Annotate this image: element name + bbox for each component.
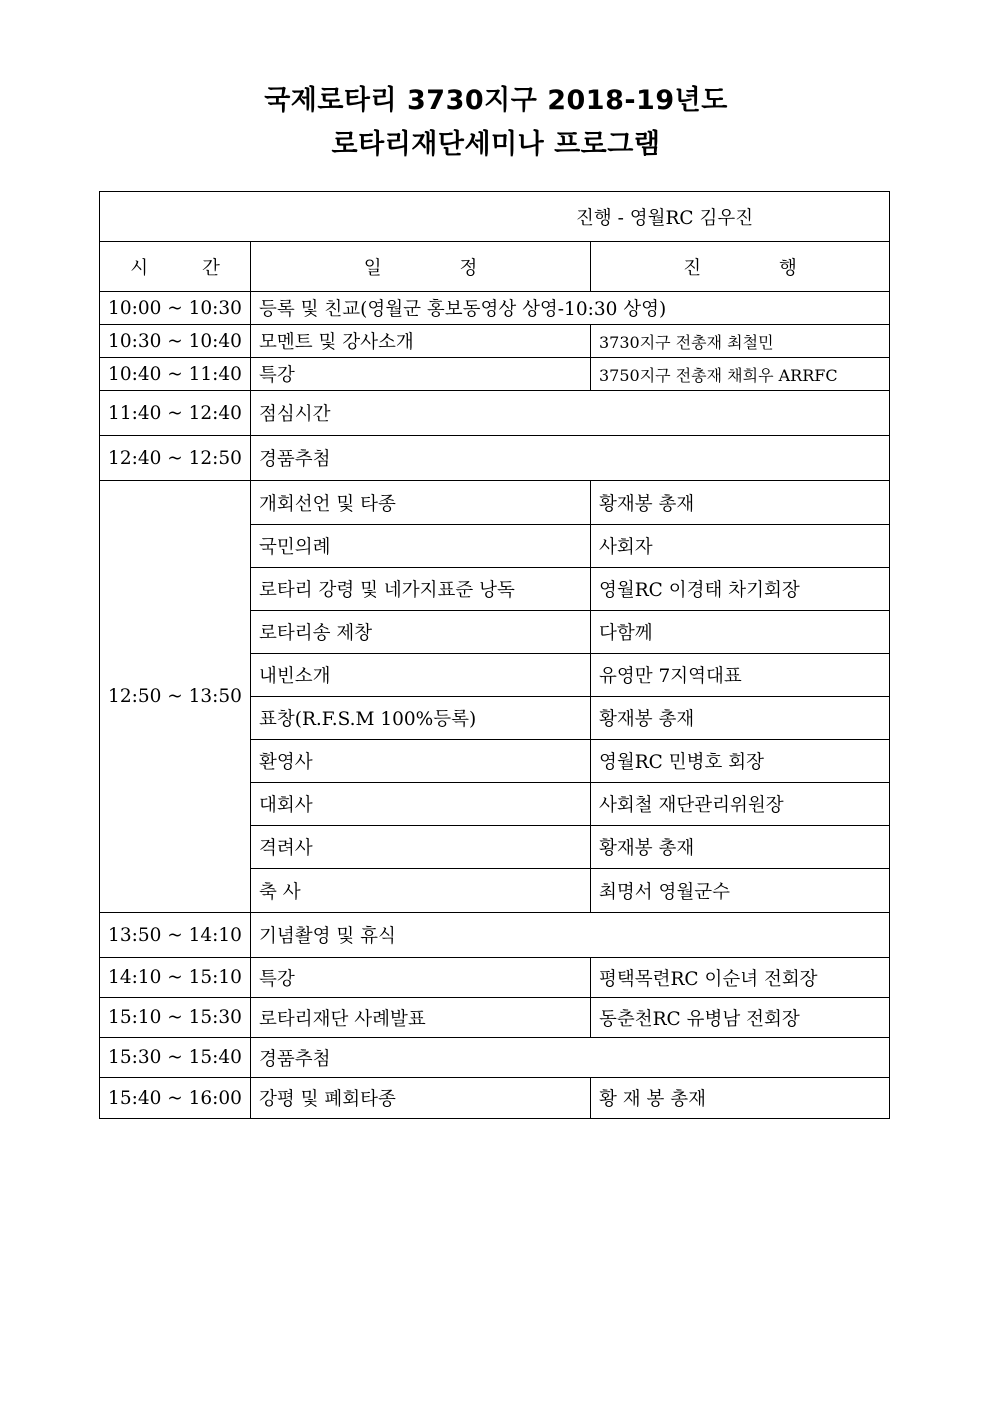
program-table xyxy=(99,191,890,1119)
event-cell: 특강 xyxy=(251,358,591,391)
presenter-cell: 영월RC 이경태 차기회장 xyxy=(591,568,890,611)
event-cell: 로타리송 제창 xyxy=(251,611,591,654)
time-cell: 15:40 ~ 16:00 xyxy=(100,1078,251,1119)
presenter-cell: 황 재 봉 총재 xyxy=(591,1078,890,1119)
presenter-cell: 평택목련RC 이순녀 전회장 xyxy=(591,958,890,998)
header-row xyxy=(100,242,890,292)
time-cell: 10:40 ~ 11:40 xyxy=(100,358,251,391)
time-cell: 15:30 ~ 15:40 xyxy=(100,1038,251,1078)
table-row xyxy=(100,913,890,958)
moderator-text: 진행 - 영월RC 김우진 xyxy=(576,207,754,229)
presenter-cell: 황재봉 총재 xyxy=(591,826,890,869)
ceremony-row xyxy=(100,481,890,525)
event-cell: 환영사 xyxy=(251,740,591,783)
presenter-cell: 3750지구 전총재 채희우 ARRFC xyxy=(591,358,890,391)
time-cell: 13:50 ~ 14:10 xyxy=(100,913,251,958)
document-title: 국제로타리 3730지구 2018-19년도 xyxy=(264,85,728,116)
table-row xyxy=(100,1078,890,1119)
table-row xyxy=(100,436,890,481)
event-cell: 축 사 xyxy=(251,869,591,913)
time-cell: 10:00 ~ 10:30 xyxy=(100,292,251,325)
header-schedule: 일 정 xyxy=(251,242,591,292)
event-cell: 내빈소개 xyxy=(251,654,591,697)
presenter-cell: 3730지구 전총재 최철민 xyxy=(591,325,890,358)
table-row xyxy=(100,1038,890,1078)
event-cell: 특강 xyxy=(251,958,591,998)
event-cell: 경품추첨 xyxy=(251,1038,890,1078)
event-cell: 로타리재단 사례발표 xyxy=(251,998,591,1038)
event-cell: 강평 및 폐회타종 xyxy=(251,1078,591,1119)
time-cell: 10:30 ~ 10:40 xyxy=(100,325,251,358)
table-row xyxy=(100,391,890,436)
time-cell: 12:40 ~ 12:50 xyxy=(100,436,251,481)
presenter-cell: 동춘천RC 유병남 전회장 xyxy=(591,998,890,1038)
presenter-cell: 최명서 영월군수 xyxy=(591,869,890,913)
event-cell: 격려사 xyxy=(251,826,591,869)
table-row xyxy=(100,958,890,998)
presenter-cell: 황재봉 총재 xyxy=(591,481,890,525)
time-cell: 12:50 ~ 13:50 xyxy=(100,481,251,913)
event-cell: 국민의례 xyxy=(251,525,591,568)
event-cell: 기념촬영 및 휴식 xyxy=(251,913,890,958)
presenter-cell: 사회철 재단관리위원장 xyxy=(591,783,890,826)
event-cell: 모멘트 및 강사소개 xyxy=(251,325,591,358)
time-cell: 14:10 ~ 15:10 xyxy=(100,958,251,998)
presenter-cell: 사회자 xyxy=(591,525,890,568)
time-cell: 11:40 ~ 12:40 xyxy=(100,391,251,436)
table-row xyxy=(100,325,890,358)
event-cell: 개회선언 및 타종 xyxy=(251,481,591,525)
table-row xyxy=(100,998,890,1038)
header-presenter: 진 행 xyxy=(591,242,890,292)
moderator-cell xyxy=(100,192,890,242)
event-cell: 로타리 강령 및 네가지표준 낭독 xyxy=(251,568,591,611)
moderator-row xyxy=(100,192,890,242)
table-row xyxy=(100,292,890,325)
header-time: 시 간 xyxy=(100,242,251,292)
table-row xyxy=(100,358,890,391)
presenter-cell: 황재봉 총재 xyxy=(591,697,890,740)
presenter-cell: 유영만 7지역대표 xyxy=(591,654,890,697)
time-cell: 15:10 ~ 15:30 xyxy=(100,998,251,1038)
event-cell: 점심시간 xyxy=(251,391,890,436)
presenter-cell: 다함께 xyxy=(591,611,890,654)
document-subtitle: 로타리재단세미나 프로그램 xyxy=(331,129,661,160)
event-cell: 경품추첨 xyxy=(251,436,890,481)
event-cell: 대회사 xyxy=(251,783,591,826)
event-cell: 등록 및 친교(영월군 홍보동영상 상영-10:30 상영) xyxy=(251,292,890,325)
presenter-cell: 영월RC 민병호 회장 xyxy=(591,740,890,783)
event-cell: 표창(R.F.S.M 100%등록) xyxy=(251,697,591,740)
